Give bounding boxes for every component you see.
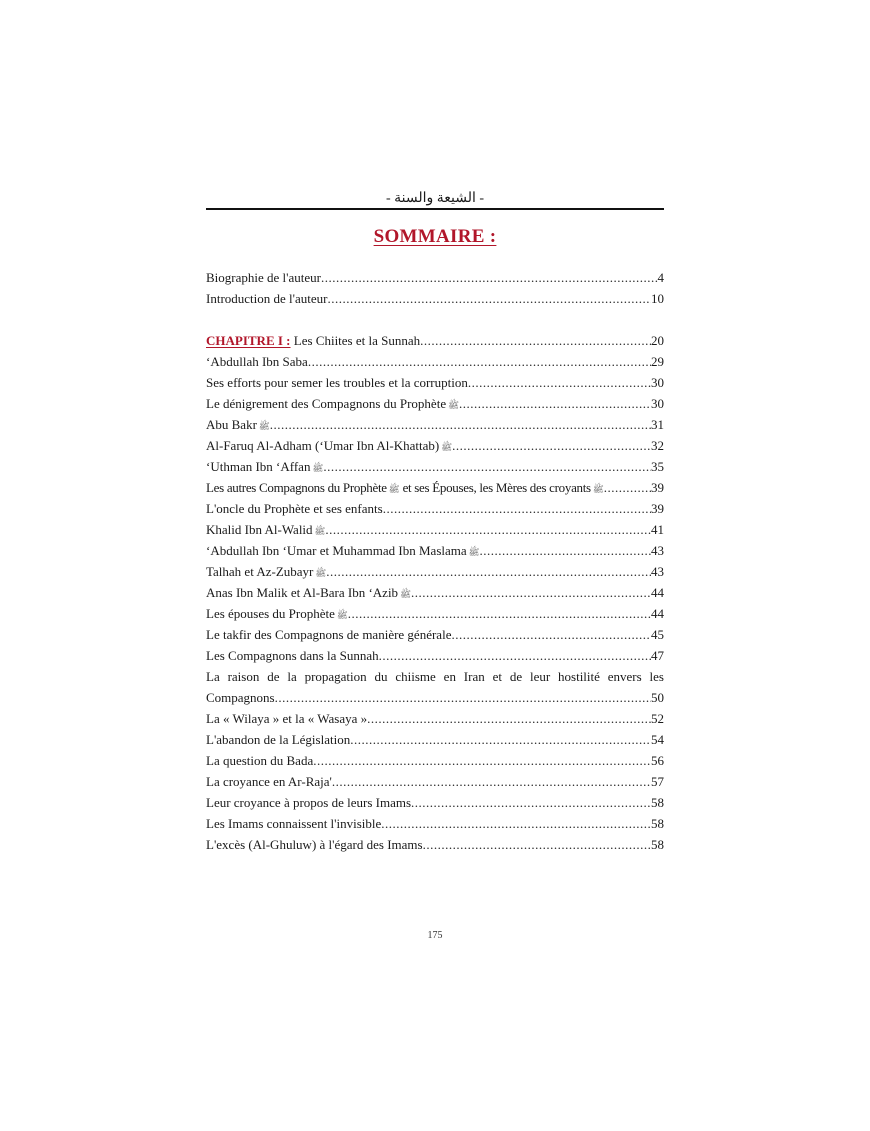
dot-leader	[411, 792, 651, 813]
toc-page-number: 4	[657, 270, 664, 285]
toc-page-number: 52	[651, 711, 664, 726]
toc-entry-text: L'abandon de la Législation	[206, 732, 351, 747]
toc-entry-text: ‘Abdullah Ibn ‘Umar et Muhammad Ibn Maslama	[206, 543, 467, 558]
dot-leader	[348, 603, 651, 624]
dot-leader	[308, 351, 651, 372]
honorific-icon: ﷺ	[592, 483, 604, 494]
toc-entry	[206, 750, 664, 771]
toc-entry	[206, 561, 664, 582]
toc-entry-text: La question du Bada	[206, 753, 314, 768]
toc-entry	[206, 519, 664, 540]
toc-entry-text: Les Imams connaissent l'invisible	[206, 816, 382, 831]
toc-entry-text: Le dénigrement des Compagnons du Prophète	[206, 396, 447, 411]
dot-leader	[604, 477, 651, 498]
honorific-icon: ﷺ	[314, 525, 326, 536]
running-header: - الشيعة والسنة -	[385, 191, 485, 206]
dot-leader	[367, 708, 651, 729]
toc-entry	[206, 351, 664, 372]
toc-entry-text: Le takfir des Compagnons de manière générale	[206, 627, 452, 642]
header-rule	[206, 208, 664, 210]
dot-leader	[379, 645, 651, 666]
dot-leader	[423, 834, 651, 855]
dot-leader	[480, 540, 651, 561]
toc-entry	[206, 477, 664, 498]
toc-page-number: 10	[651, 291, 664, 306]
toc-page-number: 56	[651, 753, 664, 768]
toc-entry	[206, 540, 664, 561]
dot-leader	[323, 456, 651, 477]
toc-page-number: 39	[651, 501, 664, 516]
toc-entry-text: L'oncle du Prophète et ses enfants	[206, 501, 383, 516]
toc-entry-text: Al-Faruq Al-Adham (‘Umar Ibn Al-Khattab)	[206, 438, 440, 453]
toc-page-number: 45	[651, 627, 664, 642]
toc-page-number: 50	[651, 690, 664, 705]
dot-leader	[350, 729, 651, 750]
toc-page-number: 31	[651, 417, 664, 432]
toc-entry-text: La « Wilaya » et la « Wasaya »	[206, 711, 368, 726]
toc-entry-text: Introduction de l'auteur	[206, 291, 328, 306]
toc-entry	[206, 603, 664, 624]
honorific-icon: ﷺ	[468, 546, 480, 557]
toc-page-number: 58	[651, 816, 664, 831]
toc-page-number: 39	[651, 480, 664, 495]
dot-leader	[270, 414, 651, 435]
toc-entry-text: Compagnons	[206, 690, 275, 705]
dot-leader	[451, 624, 651, 645]
toc-entry	[206, 792, 664, 813]
toc-entry	[206, 372, 664, 393]
toc-entry	[206, 582, 664, 603]
toc-entry	[206, 834, 664, 855]
honorific-icon: ﷺ	[312, 462, 324, 473]
dot-leader	[383, 498, 651, 519]
dot-leader	[411, 582, 651, 603]
toc-entry	[206, 414, 664, 435]
toc-page-number: 32	[651, 438, 664, 453]
toc-entry	[206, 288, 664, 309]
toc-entry-text: Ses efforts pour semer les troubles et la corruption	[206, 375, 468, 390]
toc-entry	[206, 708, 664, 729]
toc-entry	[206, 771, 664, 792]
toc-entry	[206, 624, 664, 645]
toc-entry	[206, 267, 664, 288]
dot-leader	[420, 330, 651, 351]
toc-entry	[206, 729, 664, 750]
dot-leader	[332, 771, 651, 792]
table-of-contents	[206, 267, 664, 855]
honorific-icon: ﷺ	[315, 567, 327, 578]
dot-leader	[327, 288, 651, 309]
honorific-icon: ﷺ	[336, 609, 348, 620]
toc-page-number: 44	[651, 585, 664, 600]
toc-entry-text: La croyance en Ar-Raja'	[206, 774, 332, 789]
toc-page-number: 30	[651, 375, 664, 390]
dot-leader	[321, 267, 658, 288]
honorific-icon: ﷺ	[448, 399, 459, 410]
toc-page-number: 44	[651, 606, 664, 621]
toc-page-number: 43	[651, 564, 664, 579]
honorific-icon: ﷺ	[400, 588, 411, 599]
toc-title: SOMMAIRE :	[373, 226, 497, 247]
toc-entry-text: Leur croyance à propos de leurs Imams	[206, 795, 412, 810]
toc-entry-text: Anas Ibn Malik et Al-Bara Ibn ‘Azib	[206, 585, 399, 600]
toc-entry	[206, 393, 664, 414]
toc-page-number: 41	[651, 522, 664, 537]
toc-entry-text: Les autres Compagnons du Prophète	[206, 480, 387, 495]
honorific-icon: ﷺ	[388, 483, 400, 494]
chapter-label: CHAPITRE I :	[206, 333, 291, 348]
toc-page-number: 58	[651, 795, 664, 810]
toc-page-number: 54	[651, 732, 664, 747]
toc-entry-text: Les Compagnons dans la Sunnah	[206, 648, 379, 663]
toc-entry-text: Les Chiites et la Sunnah	[293, 333, 421, 348]
toc-entry	[206, 435, 664, 456]
toc-page-number: 20	[651, 333, 664, 348]
toc-entry	[206, 498, 664, 519]
dot-leader	[326, 561, 651, 582]
page-number: 175	[427, 930, 443, 941]
dot-leader	[313, 750, 651, 771]
toc-page-number: 30	[651, 396, 664, 411]
dot-leader	[381, 813, 651, 834]
toc-entry-text: L'excès (Al-Ghuluw) à l'égard des Imams	[206, 837, 423, 852]
toc-entry-text-line1: La raison de la propagation du chiisme en Iran et de leur hostilité envers les	[206, 669, 664, 684]
toc-entry-text: Les épouses du Prophète	[206, 606, 335, 621]
dot-leader	[325, 519, 651, 540]
toc-entry-text: ‘Uthman Ibn ‘Affan	[206, 459, 311, 474]
toc-page-number: 58	[651, 837, 664, 852]
toc-page-number: 43	[651, 543, 664, 558]
toc-entry-text: Talhah et Az-Zubayr	[206, 564, 314, 579]
toc-chapter-entry	[206, 330, 664, 351]
honorific-icon: ﷺ	[441, 441, 453, 452]
toc-page-number: 29	[651, 354, 664, 369]
toc-entry	[206, 456, 664, 477]
toc-entry	[206, 645, 664, 666]
toc-entry-text: Abu Bakr	[206, 417, 257, 432]
dot-leader	[468, 372, 651, 393]
honorific-icon: ﷺ	[258, 420, 270, 431]
toc-entry-text-continued: et ses Épouses, les Mères des croyants	[402, 480, 591, 495]
toc-entry-text: Biographie de l'auteur	[206, 270, 321, 285]
toc-page-number: 57	[651, 774, 664, 789]
dot-leader	[275, 687, 651, 708]
dot-leader	[452, 435, 651, 456]
toc-entry	[206, 813, 664, 834]
toc-page-number: 35	[651, 459, 664, 474]
toc-entry-multiline	[206, 666, 664, 708]
toc-entry-text: ‘Abdullah Ibn Saba	[206, 354, 308, 369]
toc-page-number: 47	[651, 648, 664, 663]
toc-entry-text: Khalid Ibn Al-Walid	[206, 522, 313, 537]
dot-leader	[459, 393, 651, 414]
